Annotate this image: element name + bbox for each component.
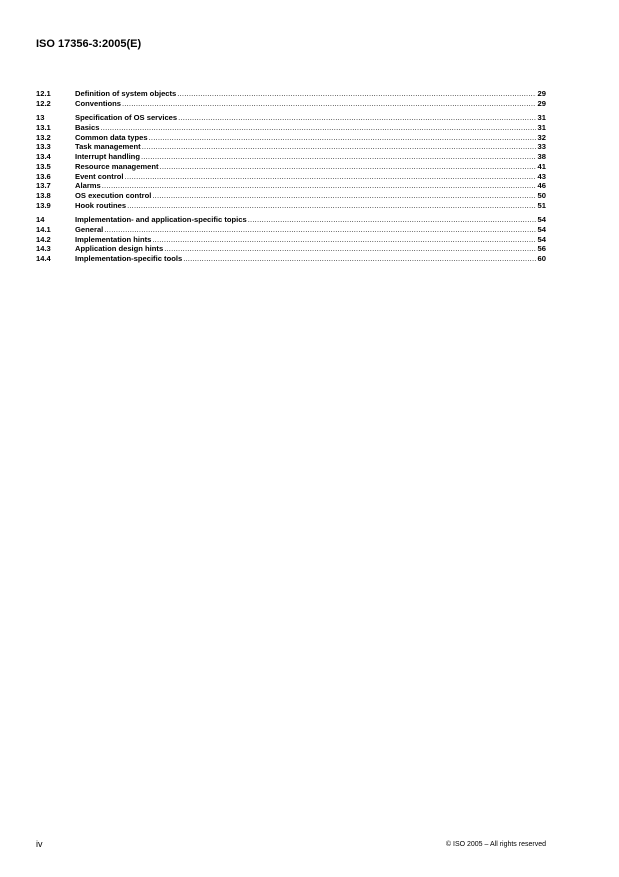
document-header-title: ISO 17356-3:2005(E): [36, 38, 142, 50]
toc-entry-page: 33: [537, 142, 546, 152]
toc-entry-title: Definition of system objects: [75, 89, 177, 98]
toc-entry-title: Resource management: [75, 161, 159, 171]
toc-entry[interactable]: [36, 89, 546, 99]
toc-entry-number: 13.7: [36, 181, 51, 191]
toc-entry[interactable]: [36, 244, 546, 254]
toc-entry-number: 13.6: [36, 171, 51, 181]
toc-entry[interactable]: [36, 215, 546, 225]
toc-group-14: [36, 215, 546, 263]
toc-dot-leader: [163, 244, 536, 254]
toc-entry-title: General: [75, 224, 104, 234]
toc-entry-page: 54: [537, 215, 546, 225]
toc-entry[interactable]: [36, 162, 546, 172]
toc-dot-leader: [151, 235, 536, 245]
toc-entry-page: 54: [537, 224, 546, 234]
toc-entry[interactable]: [36, 152, 546, 162]
toc-entry-number: 12.1: [36, 89, 51, 98]
toc-entry-page: 46: [537, 181, 546, 191]
toc-entry[interactable]: [36, 191, 546, 201]
toc-entry-page: 50: [537, 190, 546, 200]
toc-entry-number: 13.9: [36, 200, 51, 210]
toc-entry-page: 43: [537, 171, 546, 181]
toc-entry[interactable]: [36, 225, 546, 235]
toc-entry[interactable]: [36, 172, 546, 182]
toc-entry[interactable]: [36, 235, 546, 245]
toc-dot-leader: [176, 89, 536, 99]
toc-dot-leader: [177, 113, 536, 123]
toc-entry-page: 56: [537, 244, 546, 254]
toc-entry-number: 14.3: [36, 244, 51, 254]
table-of-contents: [36, 89, 546, 269]
toc-entry-title: Common data types: [75, 132, 148, 142]
toc-dot-leader: [121, 99, 536, 109]
toc-dot-leader: [151, 191, 536, 201]
toc-entry-title: Event control: [75, 171, 124, 181]
toc-dot-leader: [182, 254, 536, 264]
toc-entry-number: 14: [36, 215, 45, 225]
toc-entry-page: 38: [537, 152, 546, 162]
toc-entry[interactable]: [36, 254, 546, 264]
toc-entry[interactable]: [36, 123, 546, 133]
toc-entry-number: 14.2: [36, 234, 51, 244]
toc-entry-page: 31: [537, 113, 546, 123]
toc-entry-number: 13.8: [36, 190, 51, 200]
toc-entry-number: 13: [36, 113, 45, 123]
toc-entry-title: Basics: [75, 123, 100, 133]
toc-entry-title: Specification of OS services: [75, 113, 178, 123]
toc-entry-page: 29: [537, 89, 546, 98]
toc-dot-leader: [141, 142, 536, 152]
toc-entry-number: 13.1: [36, 123, 51, 133]
toc-dot-leader: [124, 172, 536, 182]
toc-dot-leader: [103, 225, 536, 235]
toc-entry[interactable]: [36, 113, 546, 123]
toc-entry[interactable]: [36, 201, 546, 211]
toc-entry-number: 13.5: [36, 161, 51, 171]
toc-entry-title: Alarms: [75, 181, 101, 191]
toc-entry-title: Conventions: [75, 98, 121, 108]
toc-dot-leader: [159, 162, 536, 172]
footer-copyright: © ISO 2005 – All rights reserved: [445, 841, 546, 848]
toc-entry-title: Implementation- and application-specific topics: [75, 215, 247, 225]
toc-entry-page: 41: [537, 161, 546, 171]
toc-entry[interactable]: [36, 133, 546, 143]
toc-entry-title: Implementation-specific tools: [75, 254, 183, 263]
toc-entry-title: Implementation hints: [75, 234, 152, 244]
toc-entry-page: 54: [537, 234, 546, 244]
toc-entry-page: 60: [537, 254, 546, 263]
toc-entry[interactable]: [36, 99, 546, 109]
toc-dot-leader: [148, 133, 536, 143]
toc-entry-title: Application design hints: [75, 244, 164, 254]
toc-entry-page: 29: [537, 98, 546, 108]
footer-page-number: iv: [36, 839, 43, 849]
toc-dot-leader: [100, 123, 537, 133]
toc-entry-title: Task management: [75, 142, 141, 152]
toc-dot-leader: [101, 181, 536, 191]
toc-entry-number: 13.4: [36, 152, 51, 162]
toc-entry-page: 32: [537, 132, 546, 142]
toc-entry-number: 13.3: [36, 142, 51, 152]
toc-entry-number: 14.1: [36, 224, 51, 234]
toc-group-12: [36, 89, 546, 108]
toc-entry-title: Hook routines: [75, 200, 127, 210]
toc-entry[interactable]: [36, 181, 546, 191]
toc-entry-page: 31: [537, 123, 546, 133]
toc-entry-number: 13.2: [36, 132, 51, 142]
toc-entry-number: 14.4: [36, 254, 51, 263]
toc-entry[interactable]: [36, 142, 546, 152]
toc-dot-leader: [126, 201, 536, 211]
toc-entry-number: 12.2: [36, 98, 51, 108]
toc-entry-title: Interrupt handling: [75, 152, 140, 162]
toc-group-13: [36, 113, 546, 210]
toc-dot-leader: [140, 152, 536, 162]
toc-dot-leader: [247, 215, 536, 225]
toc-entry-page: 51: [537, 200, 546, 210]
toc-entry-title: OS execution control: [75, 190, 152, 200]
